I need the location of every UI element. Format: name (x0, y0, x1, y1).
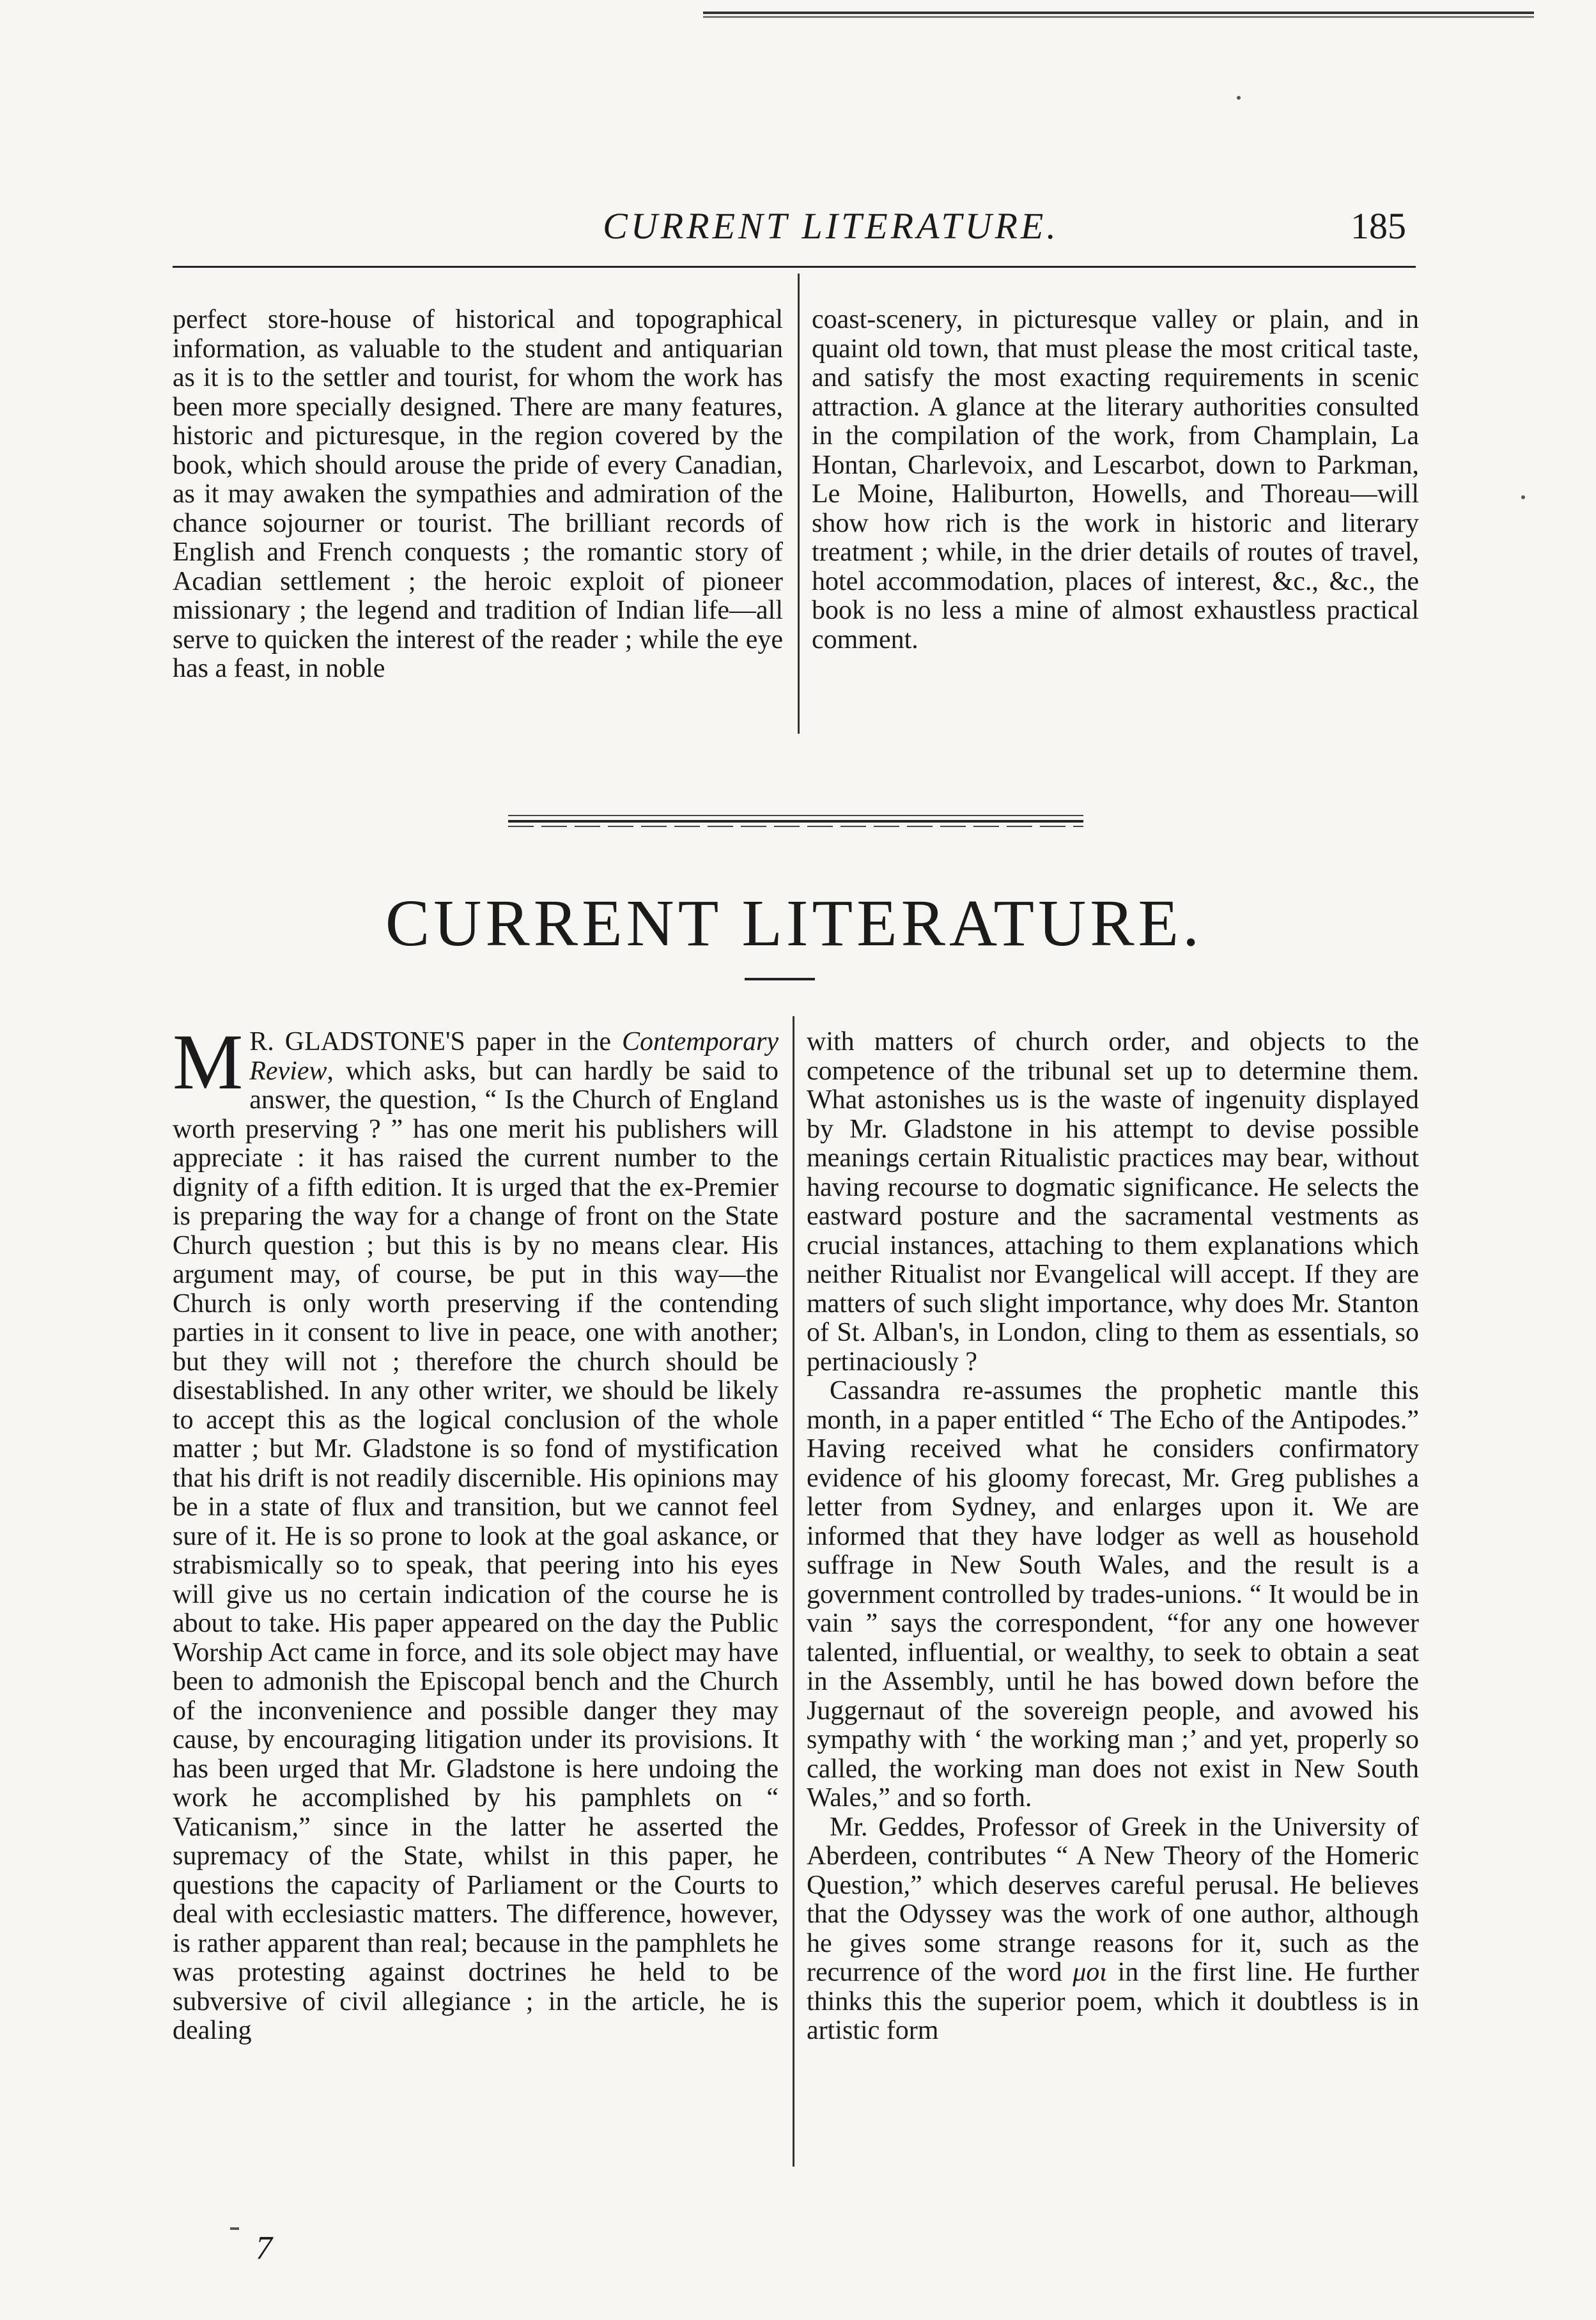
header-rule (173, 266, 1416, 268)
top-edge-rule (703, 12, 1534, 18)
paragraph: Cassandra re-assumes the prophetic mantle this month, in a paper entitled “ The Echo of the Antipodes.” Having received what he considers confirmatory evidence of his gloomy forecast, Mr. Greg publishes a letter from Sydney, and enlarges upon it. We are informed that they have lodger as well as household suffrage in New South Wales, and the result is a government controlled by trades-unions. “ It would be in vain ” says the correspondent, “for any one however talented, influential, or wealthy, to seek to obtain a seat in the Assembly, until he has bowed down before the Juggernaut of the sovereign people, and avowed his sympathy with ‘ the working man ;’ and yet, properly so called, the working man does not exist in New South Wales,” and so forth. (807, 1376, 1419, 1813)
print-speck (1521, 495, 1525, 499)
section-ornament-rule (508, 815, 1083, 829)
paragraph (173, 1018, 779, 2046)
paragraph: with matters of church order, and objects to the competence of the tribunal set up to determine them. What astonishes us is the waste of ingenuity displayed by Mr. Gladstone in his attempt to devise possible meanings certain Ritualistic practices may bear, without having recourse to dogmatic significance. He selects the eastward posture and the sacramental vestments as crucial instances, attaching to them explanations which neither Ritualist nor Evangelical will accept. If they are matters of such slight importance, why does Mr. Stanton of St. Alban's, in London, cling to them as essentials, so pertinaciously ? (807, 1027, 1419, 1377)
article-right-column (807, 1028, 1419, 2046)
print-speck (1237, 96, 1241, 100)
paragraph: coast-scenery, in picturesque valley or plain, and in quaint old town, that must please the most critical taste, and satisfy the most exacting requirements in scenic attraction. A glance at the literary authorities consulted in the compilation of the work, from Champlain, La Hontan, Charlevoix, and Lescarbot, down to Parkman, Le Moine, Haliburton, Howells, and Thoreau—will show how rich is the work in historic and literary treatment ; while, in the drier details of routes of travel, hotel accommodation, places of interest, &c., &c., the book is no less a mine of almost exhaustless practical comment. (812, 305, 1419, 654)
section-title: CURRENT LITERATURE. (385, 886, 1204, 960)
lead-text: R. GLADSTONE'S paper in the (249, 1027, 622, 1056)
running-head-title: CURRENT LITERATURE. (603, 205, 1059, 247)
paragraph-text: , which asks, but can hardly be said to answer, the question, “ Is the Church of England worth preserving ? ” has one merit his publishers will appreciate : it has raised the current number to the dignity of a fifth edition. It is urged that the ex-Premier is preparing the way for a change of front on the State Church question ; but this is by no means clear. His argument may, of course, be put in this way—the Church is only worth preserving if the contending parties in it consent to live in peace, one with another; but they will not ; therefore the church should be disestablished. In any other writer, we should be likely to accept this as the logical conclusion of the whole matter ; but Mr. Gladstone is so fond of mystification that his drift is not readily discernible. His opinions may be in a state of flux and transition, but we cannot feel sure of it. He is so prone to look at the goal askance, or strabismically so to speak, that peering into his eyes will give us no certain indication of the course he is about to take. His paper appeared on the day the Public Worship Act came in force, and its sole object may have been to admonish the Episcopal bench and the Church of the inconvenience and possible danger they may cause, by encouraging litigation under its provisions. It has been urged that Mr. Gladstone is here undoing the work he accomplished by his pamphlets on “ Vaticanism,” since in the latter he asserted the supremacy of the State, whilst in this paper, he questions the capacity of Parliament or the Courts to deal with ecclesiastic matters. The difference, however, is rather apparent than real; because in the pamphlets he was protesting against doctrines he held to be subversive of civil allegiance ; in the article, he is dealing (173, 1056, 779, 2045)
print-speck (230, 2227, 239, 2230)
drop-cap: M (173, 1018, 244, 1106)
article-left-column (173, 1018, 779, 2046)
column-divider (793, 1016, 794, 2167)
page-number: 185 (1351, 205, 1406, 247)
running-head (173, 205, 1413, 256)
continued-text-right-column (812, 305, 1419, 654)
greek-word: μοι (1073, 1958, 1107, 1987)
signature-mark: 7 (256, 2230, 272, 2266)
journal-title: Contemporary Review (249, 1027, 779, 1086)
title-short-rule (745, 978, 815, 980)
paragraph: perfect store-house of historical and topographical information, as valuable to the student and antiquarian as it is to the settler and tourist, for whom the work has been more specially designed. There are many features, historic and picturesque, in the region covered by the book, which should arouse the pride of every Canadian, as it may awaken the sympathies and admiration of the chance sojourner or tourist. The brilliant records of English and French conquests ; the romantic story of Acadian settlement ; the heroic exploit of pioneer missionary ; the legend and tradition of Indian life—all serve to quicken the interest of the reader ; while the eye has a feast, in noble (173, 305, 783, 683)
column-divider (798, 274, 800, 734)
paragraph: Mr. Geddes, Professor of Greek in the University of Aberdeen, contributes “ A New Theory of the Homeric Question,” which deserves careful perusal. He believes that the Odyssey was the work of one author, although he gives some strange reasons for it, such as the recurrence of the word μοι in the first line. He further thinks this the superior poem, which it doubtless is in artistic form (807, 1812, 1419, 2045)
continued-text-left-column (173, 305, 783, 684)
